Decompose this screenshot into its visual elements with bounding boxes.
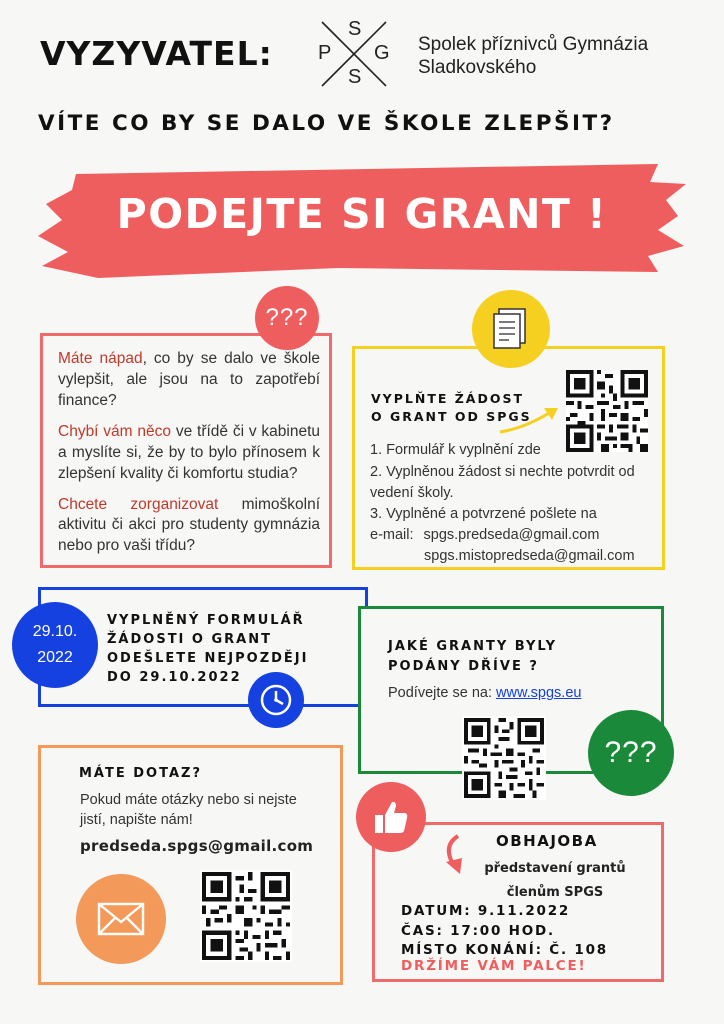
spgs-website-link[interactable]: www.spgs.eu — [496, 685, 582, 701]
idea-1-text: , co by se dalo ve škole vylepšit, ale jsou na to zapotřebí finance? — [58, 350, 320, 409]
contact-box — [38, 745, 343, 985]
thumbs-up-icon — [372, 798, 410, 836]
question-marks: ??? — [265, 304, 309, 331]
question-marks-green: ??? — [604, 736, 658, 769]
idea-1-highlight: Máte nápad — [58, 350, 143, 367]
defense-cheer: DRŽÍME VÁM PALCE! — [401, 958, 587, 974]
contact-email[interactable]: predseda.spgs@gmail.com — [80, 837, 314, 855]
logo-letter-left: P — [318, 42, 332, 64]
apply-step-3: 3. Vyplněné a potvrzené pošlete na — [370, 506, 597, 523]
apply-email-1[interactable]: spgs.predseda@gmail.com — [423, 527, 600, 544]
org-name-line2: Sladkovského — [418, 56, 537, 78]
question-badge-red — [255, 286, 319, 350]
qr-code-contact[interactable] — [200, 870, 292, 962]
idea-2-highlight: Chybí vám něco — [58, 422, 172, 440]
date-badge-line1: 29.10. — [32, 623, 78, 641]
date-badge-line2: 2022 — [37, 649, 73, 666]
document-icon — [491, 307, 531, 351]
previous-look-label: Podívejte se na: — [388, 685, 497, 701]
logo-letter-top: S — [348, 18, 362, 40]
apply-steps — [370, 438, 660, 567]
deadline-line2: ŽÁDOSTI O GRANT — [107, 631, 272, 647]
clock-icon — [258, 682, 294, 718]
deadline-line3: ODEŠLETE NEJPOZDĚJI — [107, 650, 309, 666]
ideas-text — [58, 349, 320, 557]
vyzyvatel-label: VYZYVATEL: — [40, 34, 273, 73]
contact-title: MÁTE DOTAZ? — [79, 766, 202, 781]
contact-text: Pokud máte otázky nebo si nejste jistí, napište nám! — [80, 792, 297, 829]
spgs-logo — [318, 18, 390, 90]
defense-details — [401, 902, 608, 961]
curved-arrow-icon — [438, 832, 472, 876]
idea-2-text: ve třídě či v kabinetu a myslíte si, že by to bylo přínosem k zlepšení kvality či komfortu studia? — [58, 422, 321, 482]
apply-title-line1: VYPLŇTE ŽÁDOST — [371, 391, 524, 406]
apply-email-2[interactable]: spgs.mistopredseda@gmail.com — [424, 548, 635, 565]
apply-email-label: e-mail: — [370, 527, 414, 544]
deadline-line4: DO 29.10.2022 — [107, 669, 242, 685]
apply-email-row — [370, 525, 660, 546]
question-title: VÍTE CO BY SE DALO VE ŠKOLE ZLEPŠIT? — [38, 111, 615, 136]
clock-badge — [248, 672, 304, 728]
defense-time: ČAS: 17:00 HOD. — [401, 922, 555, 939]
defense-title: OBHAJOBA — [496, 832, 598, 850]
apply-title-line2: O GRANT OD SPGS — [371, 409, 532, 425]
envelope-icon — [97, 902, 145, 936]
apply-step-1[interactable]: 1. Formulář k vyplnění zde — [370, 442, 541, 458]
arrow-icon — [496, 402, 566, 438]
previous-title-line2: PODÁNY DŘÍVE ? — [388, 658, 539, 674]
logo-letter-bottom: S — [348, 66, 362, 88]
document-badge — [472, 290, 550, 368]
thumbs-up-badge — [356, 782, 426, 852]
apply-step-2: 2. Vyplněnou žádost si nechte potvrdit od vedení školy. — [370, 464, 635, 502]
defense-date: DATUM: 9.11.2022 — [401, 903, 571, 919]
idea-3-text: mimoškolní aktivitu či akci pro studenty gymnázia nebo pro vaši třídu? — [58, 495, 320, 555]
previous-title — [388, 637, 557, 676]
org-name — [418, 34, 648, 80]
idea-3-highlight: Chcete zorganizovat — [58, 495, 219, 513]
defense-subtitle-line2: členům SPGS — [506, 885, 604, 901]
defense-subtitle-line1: představení grantů — [484, 861, 626, 876]
date-badge — [12, 602, 98, 688]
deadline-line1: VYPLNĚNÝ FORMULÁŘ — [107, 613, 305, 628]
org-name-line1: Spolek příznivců Gymnázia — [418, 34, 649, 55]
logo-letter-right: G — [374, 42, 390, 64]
previous-title-line1: JAKÉ GRANTY BYLY — [388, 639, 558, 654]
envelope-badge — [76, 874, 166, 964]
question-badge-green — [588, 710, 674, 796]
qr-code-website[interactable] — [462, 716, 546, 800]
banner-title: PODEJTE SI GRANT ! — [116, 190, 608, 238]
previous-link-row — [388, 685, 581, 701]
defense-subtitle — [480, 857, 630, 905]
defense-place: MÍSTO KONÁNÍ: Č. 108 — [401, 942, 608, 959]
